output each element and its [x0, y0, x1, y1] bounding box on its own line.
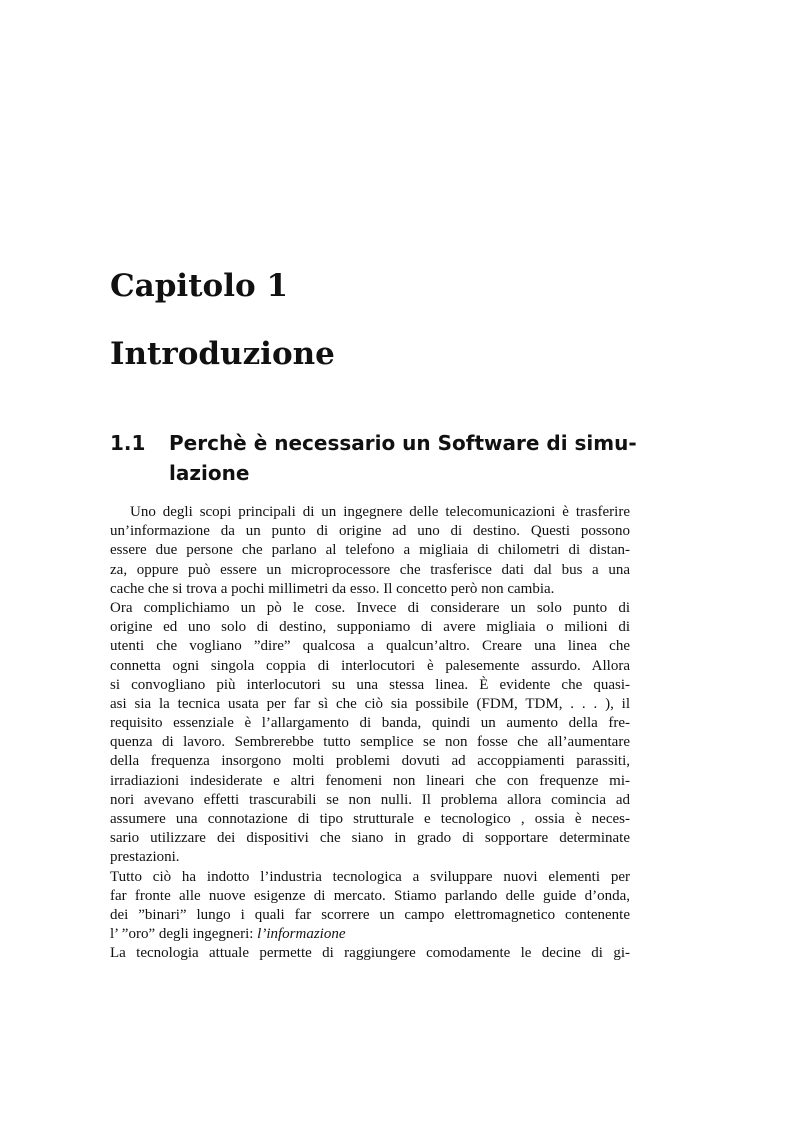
text-line: quenza di lavoro. Sembrerebbe tutto semplice se non fosse che all’aumentare — [110, 734, 630, 751]
text-line: La tecnologia attuale permette di raggiungere comodamente le decine di gi- — [110, 945, 630, 962]
text-line: far fronte alle nuove esigenze di mercato. Stiamo parlando delle guide d’onda, — [110, 887, 630, 904]
text-line: nori avevano effetti trascurabili se non nulli. Il problema allora comincia ad — [110, 791, 630, 808]
text-line: utenti che vogliano ”dire” qualcosa a qualcun’altro. Creare una linea che — [110, 638, 630, 655]
chapter-title: Introduzione — [110, 336, 335, 372]
text-line: Ora complichiamo un pò le cose. Invece di considerare un solo punto di — [110, 599, 630, 616]
section-number: 1.1 — [110, 431, 146, 455]
text-line: connetta ogni singola coppia di interlocutori è palesemente assurdo. Allora — [110, 657, 630, 674]
section-title-line-2: lazione — [169, 461, 250, 485]
text-line: cache che si trova a pochi millimetri da esso. Il concetto però non cambia. — [110, 580, 555, 597]
text-line: essere due persone che parlano al telefono a migliaia di chilometri di distan- — [110, 542, 630, 559]
text-line: Uno degli scopi principali di un ingegnere delle telecomunicazioni è trasferire — [130, 504, 630, 520]
text-line: Tutto ciò ha indotto l’industria tecnologica a sviluppare nuovi elementi per — [110, 868, 630, 885]
section-title-line-1: Perchè è necessario un Software di simu- — [169, 431, 637, 455]
text-line-part: l’ ”oro” degli ingegneri: — [110, 926, 258, 943]
text-line: assumere una connotazione di tipo strutturale e tecnologico , ossia è neces- — [110, 811, 630, 827]
body-text — [110, 503, 630, 964]
text-line: della frequenza insorgono molti problemi dovuti ad accoppiamenti parassiti, — [110, 753, 630, 770]
text-line: requisito essenziale è l’allargamento di banda, quindi un aumento della fre- — [110, 715, 630, 732]
emphasis-informazione: l’informazione — [257, 926, 346, 943]
text-line: asi sia la tecnica usata per far sì che ciò sia possibile (FDM, TDM, . . . ), il — [110, 695, 630, 712]
text-line: irradiazioni indesiderate e altri fenomeni non lineari che con frequenze mi- — [110, 772, 630, 789]
text-line: sario utilizzare dei dispositivi che siano in grado di sopportare determinate — [110, 830, 630, 847]
text-line-with-emphasis — [110, 925, 630, 944]
text-line: un’informazione da un punto di origine ad uno di destino. Questi possono — [110, 523, 630, 540]
text-line: za, oppure può essere un microprocessore che trasferisce dati dal bus a una — [110, 561, 630, 578]
text-line: prestazioni. — [110, 849, 180, 866]
text-line: dei ”binari” lungo i quali far scorrere un campo elettromagnetico contenente — [110, 906, 630, 923]
text-line: origine ed uno solo di destino, supponiamo di avere migliaia o milioni di — [110, 619, 630, 636]
text-line: si convogliano più interlocutori su una stessa linea. È evidente che quasi- — [110, 676, 630, 693]
chapter-label: Capitolo 1 — [110, 268, 289, 304]
